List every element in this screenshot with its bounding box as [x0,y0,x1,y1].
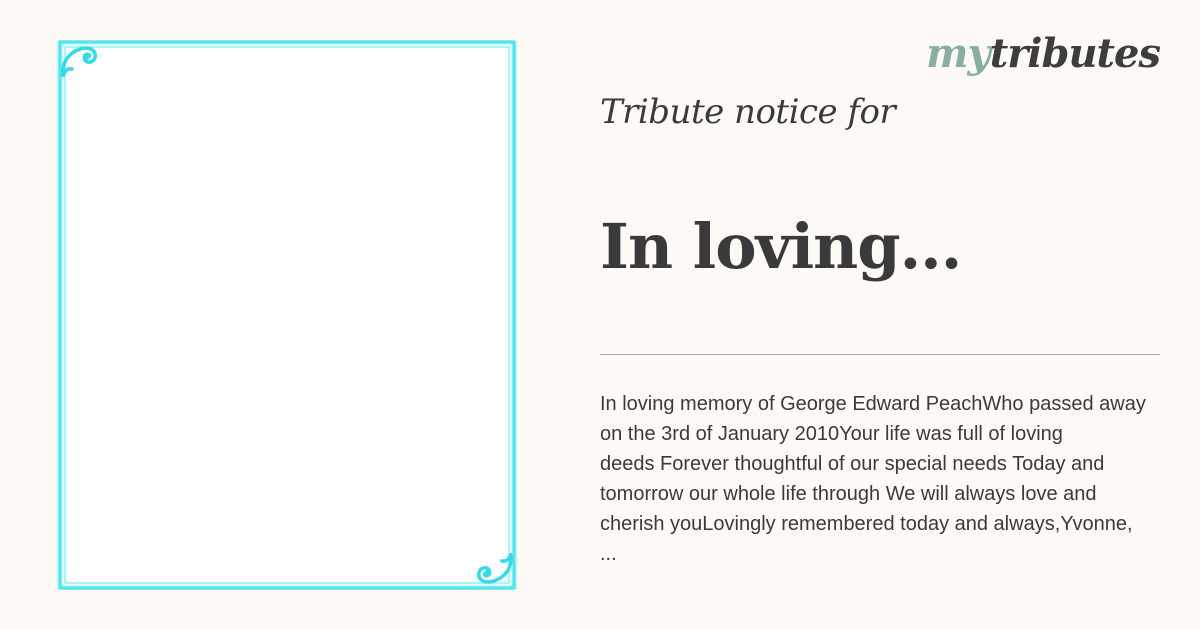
mytributes-logo[interactable] [926,30,1160,77]
logo-part-tributes: tributes [989,30,1160,77]
message-line: tomorrow our whole life through We will always love and [600,483,1097,505]
ornamental-frame-border [40,40,530,590]
tribute-message [600,389,1200,569]
swirl-ornament-icon [470,546,518,590]
notice-kicker: Tribute notice for [600,92,896,132]
message-line: cherish youLovingly remembered today and always,Yvonne, [600,513,1133,535]
message-line: on the 3rd of January 2010Your life was full of loving [600,423,1063,445]
logo-part-my: my [926,30,990,77]
message-line: deeds Forever thoughtful of our special needs Today and [600,453,1105,475]
message-line: In loving memory of George Edward PeachWho passed away [600,393,1146,415]
swirl-ornament-icon [56,40,104,84]
message-ellipsis: ... [600,543,617,565]
tribute-photo-frame [40,40,530,590]
divider [600,354,1160,355]
tribute-title: In loving... [600,210,962,283]
